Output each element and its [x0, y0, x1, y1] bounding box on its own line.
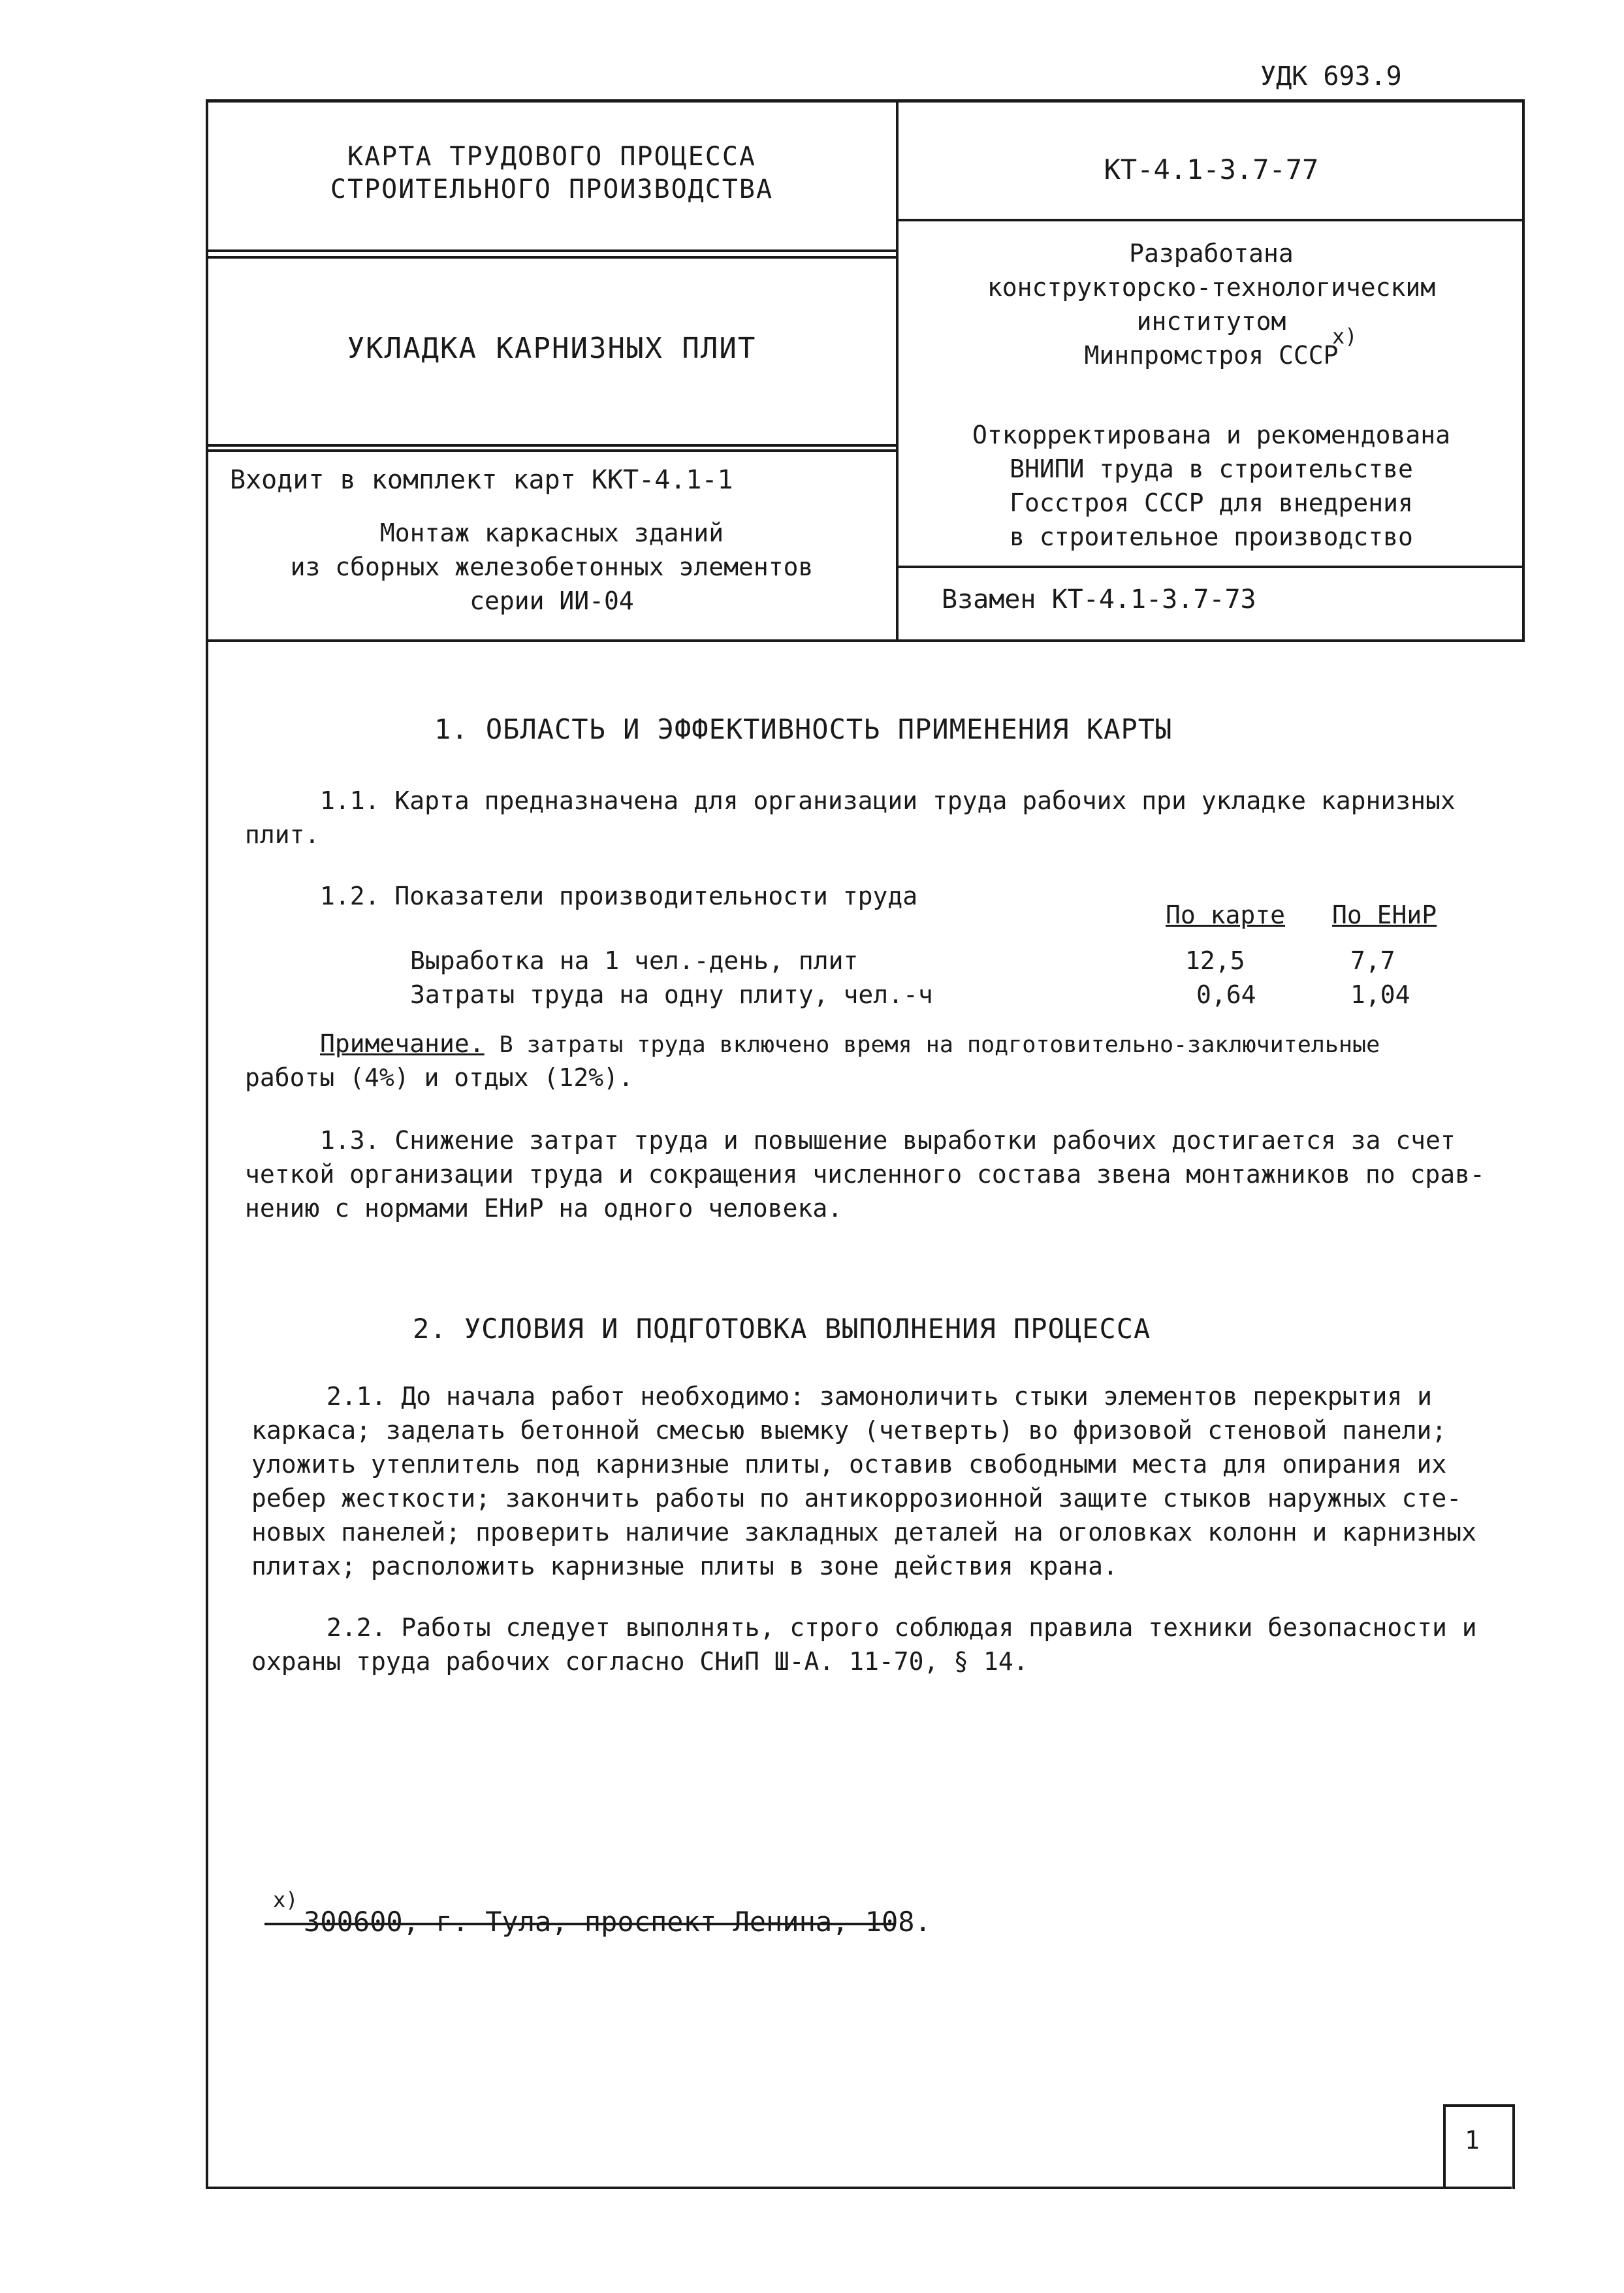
- card-set-line: Входит в комплект карт ККТ-4.1-1: [230, 465, 733, 495]
- section1-heading: 1. ОБЛАСТЬ И ЭФФЕКТИВНОСТЬ ПРИМЕНЕНИЯ КАРТЫ: [434, 713, 1173, 745]
- row-label: Выработка на 1 чел.-день, плит: [410, 946, 859, 975]
- p2-1-line6: плитах; расположить карнизные плиты в зоне действия крана.: [251, 1552, 1118, 1580]
- bottom-rule: [206, 2187, 1512, 2189]
- section2-heading: 2. УСЛОВИЯ И ПОДГОТОВКА ВЫПОЛНЕНИЯ ПРОЦЕССА: [413, 1313, 1151, 1345]
- page-number: 1: [1465, 2126, 1480, 2155]
- corrected-line2: ВНИПИ труда в строительстве: [1010, 455, 1413, 483]
- set-desc-line1: Монтаж каркасных зданий: [379, 519, 724, 547]
- set-desc-line3: серии ИИ-04: [470, 586, 634, 615]
- p2-1-line3: уложить утеплитель под карнизные плиты, оставив свободными места для опирания их: [251, 1450, 1447, 1479]
- replaces-line: Взамен КТ-4.1-3.7-73: [942, 585, 1256, 615]
- set-desc-line2: из сборных железобетонных элементов: [290, 553, 814, 581]
- corrected-line1: Откорректирована и рекомендована: [972, 421, 1451, 449]
- note-line1: [320, 1027, 1380, 1062]
- card-type-line2: СТРОИТЕЛЬНОГО ПРОИЗВОДСТВА: [330, 174, 774, 204]
- note-line2: работы (4%) и отдых (12%).: [245, 1063, 633, 1092]
- card-code: КТ-4.1-3.7-77: [1104, 153, 1319, 185]
- p2-1-line2: каркаса; заделать бетонной смесью выемку (четверть) во фризовой стеновой панели;: [251, 1416, 1447, 1445]
- card-type-line1: КАРТА ТРУДОВОГО ПРОЦЕССА: [347, 142, 756, 172]
- footnote-mark: x): [273, 1887, 298, 1912]
- row-enir-value: 1,04: [1350, 980, 1410, 1009]
- p1-1-line1: 1.1. Карта предназначена для организации труда рабочих при укладке карнизных: [320, 786, 1456, 815]
- p2-1-line4: ребер жесткости; закончить работы по антикоррозионной защите стыков наружных сте-: [251, 1484, 1462, 1513]
- footnote-text: 300600, г. Тула, проспект Ленина, 108.: [304, 1906, 931, 1938]
- p2-2-line1: 2.2. Работы следует выполнять, строго соблюдая правила техники безопасности и: [326, 1613, 1477, 1642]
- row-enir-value: 7,7: [1350, 946, 1395, 975]
- p1-2: 1.2. Показатели производительности труда: [320, 882, 918, 910]
- p1-1-line2: плит.: [245, 820, 320, 849]
- note-text: В затраты труда включено время на подготовительно-заключительные: [499, 1032, 1380, 1058]
- p2-1-line1: 2.1. До начала работ необходимо: замоноличить стыки элементов перекрытия и: [326, 1382, 1432, 1411]
- row-label: Затраты труда на одну плиту, чел.-ч: [410, 980, 933, 1009]
- note-label: Примечание.: [320, 1029, 485, 1058]
- developed-footnote-mark: x): [1332, 324, 1358, 349]
- developed-line4: Минпромстроя СССР: [1084, 341, 1339, 370]
- developed-line2: конструкторско-технологическим: [987, 273, 1436, 302]
- corrected-line4: в строительное производство: [1010, 522, 1413, 551]
- card-title: УКЛАДКА КАРНИЗНЫХ ПЛИТ: [347, 332, 757, 365]
- p1-3-line3: нению с нормами ЕНиР на одного человека.: [245, 1194, 843, 1223]
- row-card-value: 12,5: [1185, 946, 1245, 975]
- p1-3-line2: четкой организации труда и сокращения численного состава звена монтажников по срав-: [245, 1160, 1485, 1189]
- p2-1-line5: новых панелей; проверить наличие закладных деталей на оголовках колонн и карнизных: [251, 1518, 1476, 1547]
- p1-3-line1: 1.3. Снижение затрат труда и повышение выработки рабочих достигается за счет: [320, 1126, 1456, 1155]
- p2-2-line2: охраны труда рабочих согласно СНиП Ш-А. 11-70, § 14.: [251, 1647, 1028, 1676]
- developed-line1: Разработана: [1129, 239, 1294, 268]
- developed-line3: институтом: [1136, 307, 1286, 336]
- udc-code: УДК 693.9: [1260, 61, 1402, 91]
- col-header-card: По карте: [1166, 901, 1286, 929]
- corrected-line3: Госстроя СССР для внедрения: [1010, 489, 1413, 517]
- row-card-value: 0,64: [1196, 980, 1256, 1009]
- col-header-enir: По ЕНиР: [1332, 901, 1437, 929]
